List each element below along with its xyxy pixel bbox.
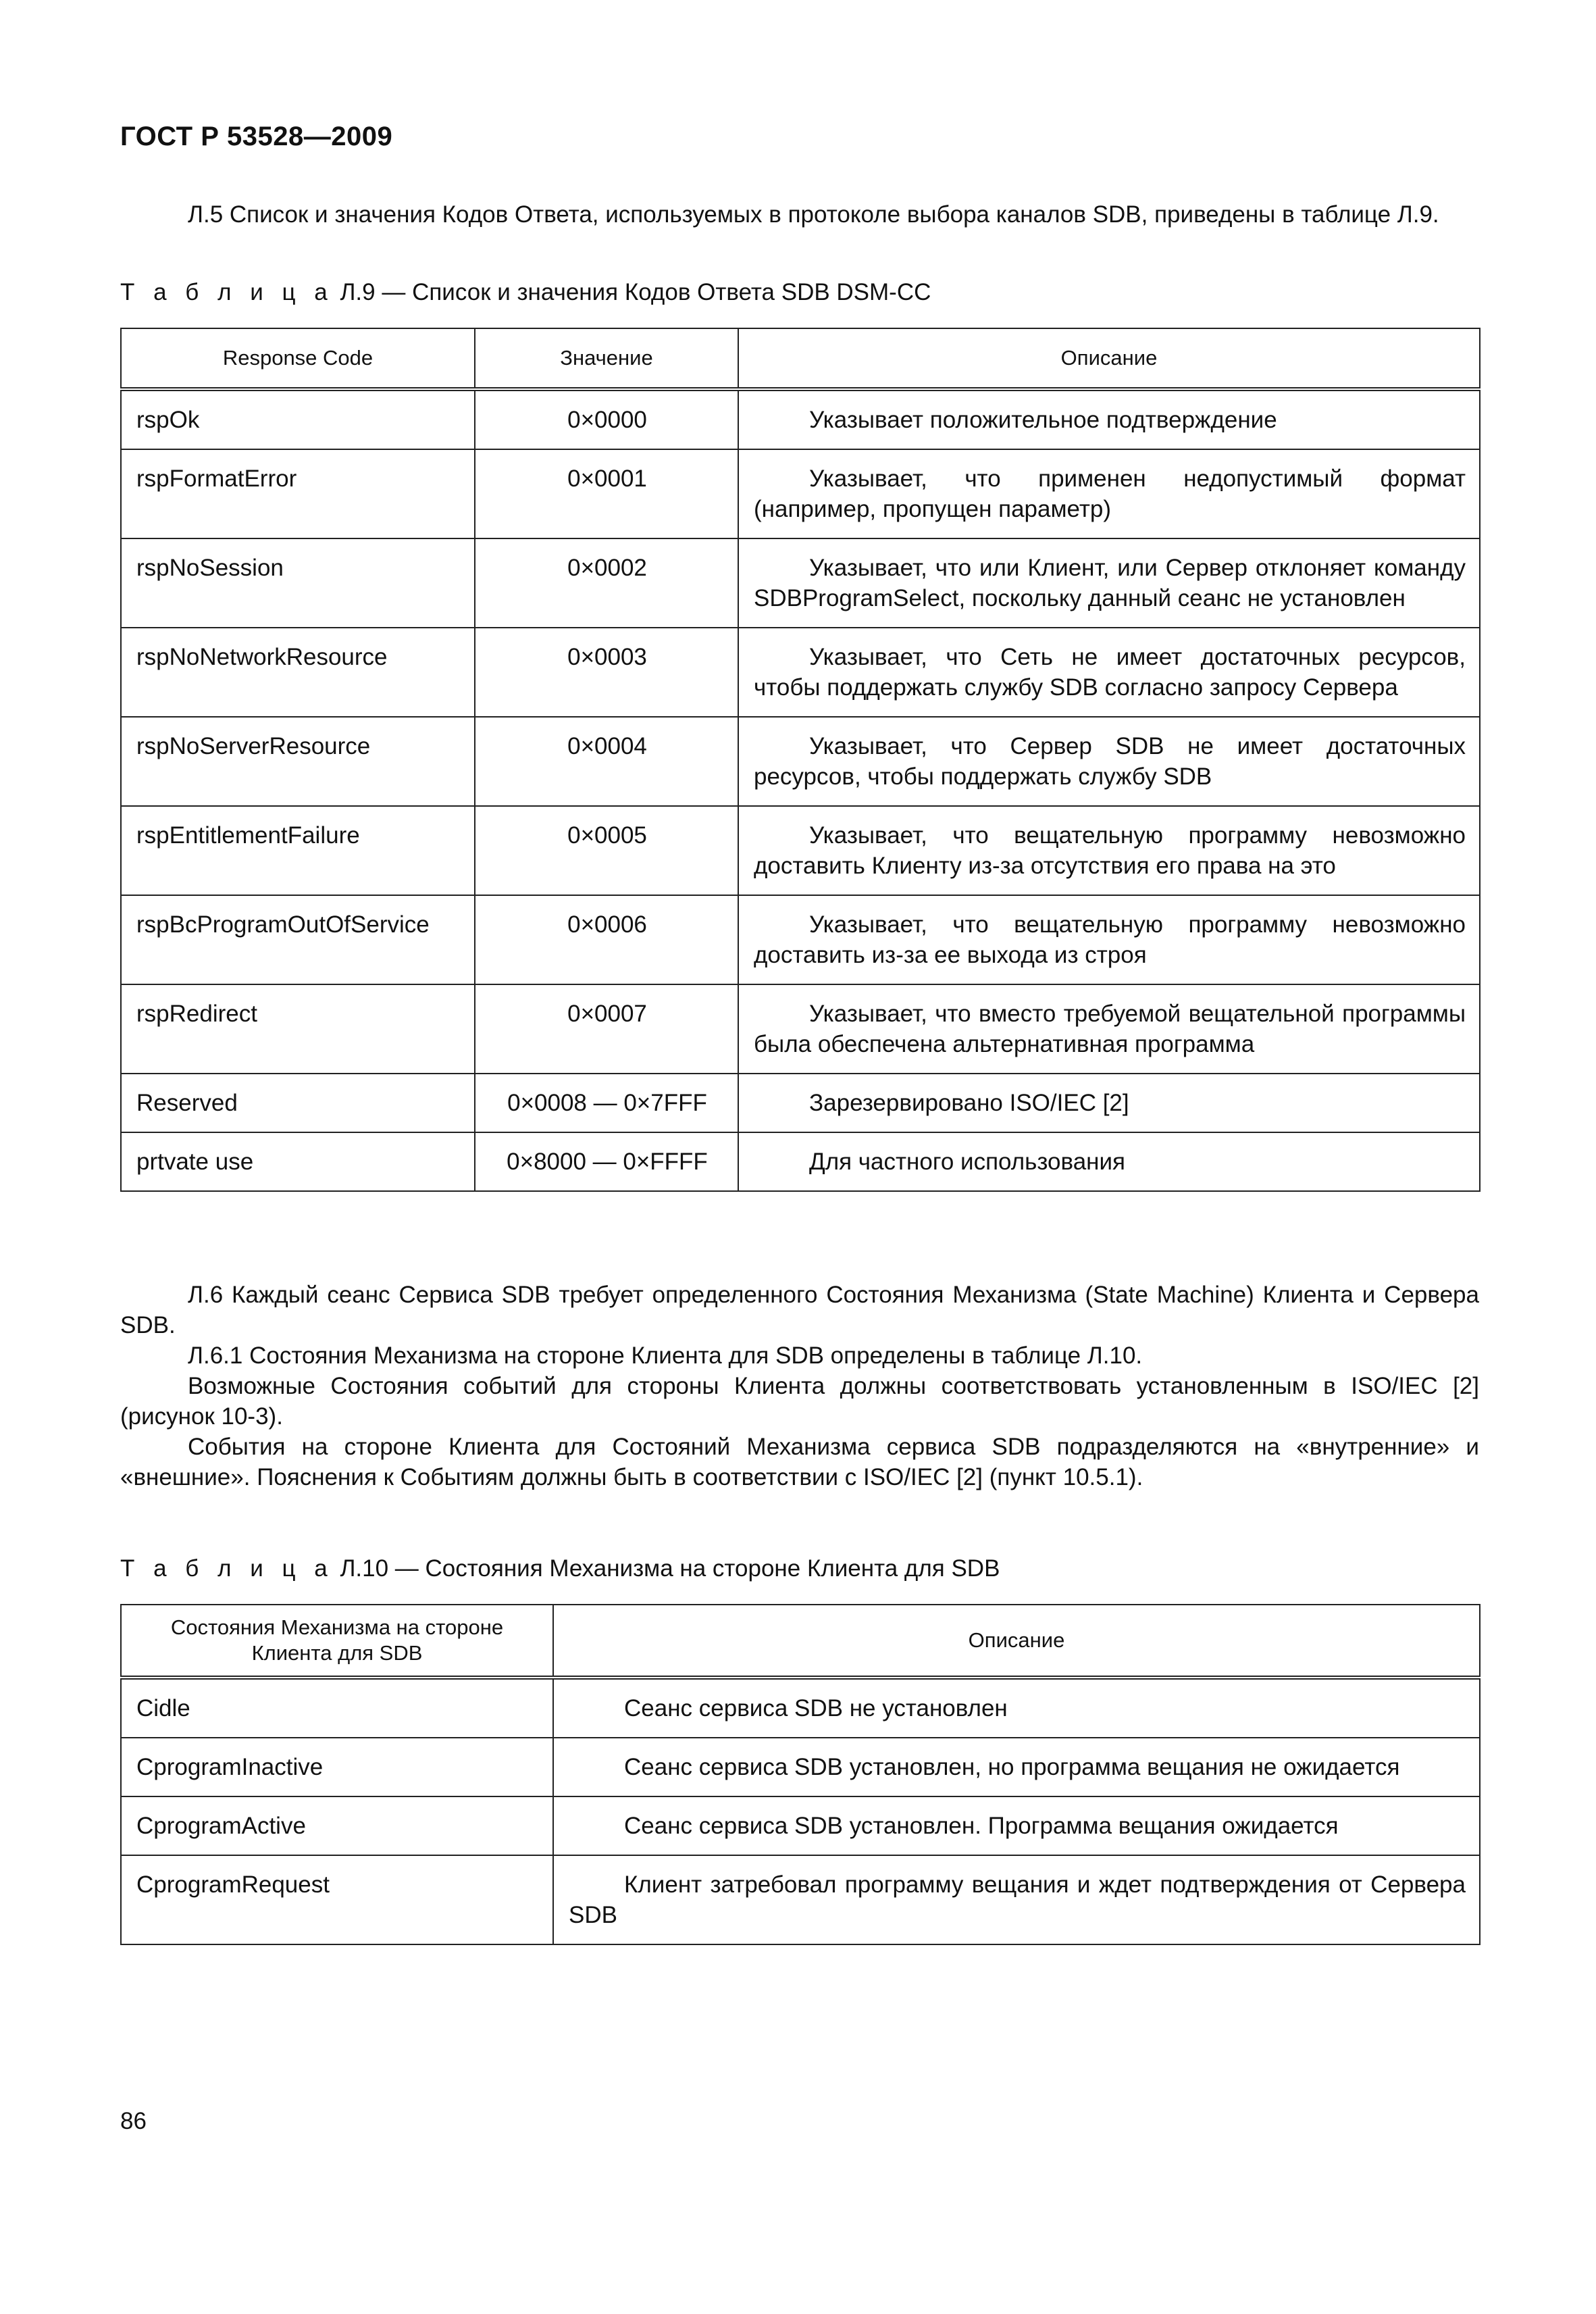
description-text: Указывает, что вещательную программу невозможно доставить из-за ее выхода из строя — [754, 911, 1466, 968]
table-l10 — [120, 1604, 1481, 1945]
description-text: Сеанс сервиса SDB не установлен — [624, 1695, 1008, 1721]
table-caption-text: Л.9 — Список и значения Кодов Ответа SDB DSM-CC — [333, 279, 931, 305]
paragraph-l6-1: Л.6.1 Состояния Механизма на стороне Клиента для SDB определены в таблице Л.10. — [188, 1342, 1143, 1369]
response-code-cell: rspNoSession — [121, 538, 475, 628]
table-row — [121, 538, 1480, 628]
description-text: Указывает, что Сервер SDB не имеет достаточных ресурсов, чтобы поддержать службу SDB — [754, 733, 1466, 790]
description-cell — [738, 1074, 1480, 1132]
column-header-response-code: Response Code — [121, 328, 475, 389]
response-code-cell: rspNoServerResource — [121, 717, 475, 806]
table-row — [121, 389, 1480, 449]
description-text: Для частного использования — [809, 1149, 1125, 1175]
value-cell: 0×0008 — 0×7FFF — [475, 1074, 738, 1132]
column-header-description: Описание — [553, 1605, 1480, 1678]
table-caption-prefix: Т а б л и ц а — [120, 1555, 334, 1582]
description-cell — [738, 449, 1480, 538]
document-id-header: ГОСТ Р 53528—2009 — [120, 122, 393, 151]
table-l9-caption — [120, 277, 1479, 307]
description-cell — [738, 628, 1480, 717]
client-state-cell: CprogramRequest — [121, 1855, 553, 1944]
response-code-cell: rspRedirect — [121, 984, 475, 1074]
response-code-cell: rspBcProgramOutOfService — [121, 895, 475, 984]
table-row — [121, 895, 1480, 984]
description-text: Сеанс сервиса SDB установлен. Программа вещания ожидается — [624, 1813, 1339, 1839]
description-text: Указывает, что применен недопустимый формат (например, пропущен параметр) — [754, 466, 1466, 522]
response-code-cell: prtvate use — [121, 1132, 475, 1191]
paragraph-client-events: События на стороне Клиента для Состояний Механизма сервиса SDB подразделяются на «внутренние» и «внешние». Пояснения к Событиям должны быть в соответствии с ISO/IEC [2] (пункт 10.5.1). — [120, 1434, 1479, 1490]
table-l10-caption — [120, 1553, 1479, 1584]
table-row — [121, 717, 1480, 806]
paragraph-l5: Л.5 Список и значения Кодов Ответа, используемых в протоколе выбора каналов SDB, приведены в таблице Л.9. — [188, 201, 1439, 228]
description-cell — [553, 1855, 1480, 1944]
table-row — [121, 1678, 1480, 1738]
description-text: Клиент затребовал программу вещания и ждет подтверждения от Сервера SDB — [569, 1871, 1466, 1928]
value-cell: 0×0006 — [475, 895, 738, 984]
description-text: Указывает, что вместо требуемой вещательной программы была обеспечена альтернативная программа — [754, 1001, 1466, 1057]
table-row — [121, 449, 1480, 538]
description-cell — [738, 538, 1480, 628]
description-cell — [553, 1678, 1480, 1738]
paragraph-possible-states: Возможные Состояния событий для стороны Клиента должны соответствовать установленным в ISO/IEC [2] (рисунок 10-3). — [120, 1373, 1479, 1430]
table-caption-prefix: Т а б л и ц а — [120, 279, 334, 305]
client-state-cell: CprogramInactive — [121, 1738, 553, 1796]
value-cell: 0×0003 — [475, 628, 738, 717]
description-text: Сеанс сервиса SDB установлен, но программа вещания не ожидается — [624, 1754, 1400, 1780]
value-cell: 0×0007 — [475, 984, 738, 1074]
table-header-row — [121, 328, 1480, 389]
description-cell — [738, 984, 1480, 1074]
response-code-cell: rspNoNetworkResource — [121, 628, 475, 717]
table-row — [121, 1738, 1480, 1796]
table-row — [121, 1796, 1480, 1855]
value-cell: 0×0000 — [475, 389, 738, 449]
description-cell — [553, 1738, 1480, 1796]
response-code-cell: Reserved — [121, 1074, 475, 1132]
description-text: Указывает, что или Клиент, или Сервер отклоняет команду SDBProgramSelect, поскольку данный сеанс не установлен — [754, 555, 1466, 611]
table-caption-text: Л.10 — Состояния Механизма на стороне Клиента для SDB — [333, 1555, 1000, 1582]
client-state-cell: Cidle — [121, 1678, 553, 1738]
column-header-value: Значение — [475, 328, 738, 389]
table-header-row — [121, 1605, 1480, 1678]
paragraph-l6: Л.6 Каждый сеанс Сервиса SDB требует определенного Состояния Механизма (State Machine) Клиента и Сервера SDB. — [120, 1282, 1479, 1338]
column-header-client-state: Состояния Механизма на стороне Клиента для SDB — [121, 1605, 553, 1678]
description-cell — [738, 717, 1480, 806]
table-row — [121, 1132, 1480, 1191]
value-cell: 0×0004 — [475, 717, 738, 806]
description-cell — [738, 895, 1480, 984]
value-cell: 0×8000 — 0×FFFF — [475, 1132, 738, 1191]
description-cell — [738, 389, 1480, 449]
value-cell: 0×0002 — [475, 538, 738, 628]
response-code-cell: rspFormatError — [121, 449, 475, 538]
page-number: 86 — [120, 2108, 147, 2134]
description-cell — [738, 806, 1480, 895]
value-cell: 0×0005 — [475, 806, 738, 895]
description-cell — [738, 1132, 1480, 1191]
description-cell — [553, 1796, 1480, 1855]
document-page — [120, 122, 1479, 1945]
table-row — [121, 1855, 1480, 1944]
description-text: Указывает положительное подтверждение — [809, 407, 1277, 433]
description-text: Зарезервировано ISO/IEC [2] — [809, 1090, 1129, 1116]
column-header-description: Описание — [738, 328, 1480, 389]
response-code-cell: rspEntitlementFailure — [121, 806, 475, 895]
table-row — [121, 628, 1480, 717]
response-code-cell: rspOk — [121, 389, 475, 449]
description-text: Указывает, что вещательную программу невозможно доставить Клиенту из-за отсутствия его права на это — [754, 822, 1466, 879]
description-text: Указывает, что Сеть не имеет достаточных ресурсов, чтобы поддержать службу SDB согласно запросу Сервера — [754, 644, 1466, 701]
table-row — [121, 984, 1480, 1074]
table-row — [121, 1074, 1480, 1132]
value-cell: 0×0001 — [475, 449, 738, 538]
table-l9 — [120, 328, 1481, 1192]
client-state-cell: CprogramActive — [121, 1796, 553, 1855]
table-row — [121, 806, 1480, 895]
